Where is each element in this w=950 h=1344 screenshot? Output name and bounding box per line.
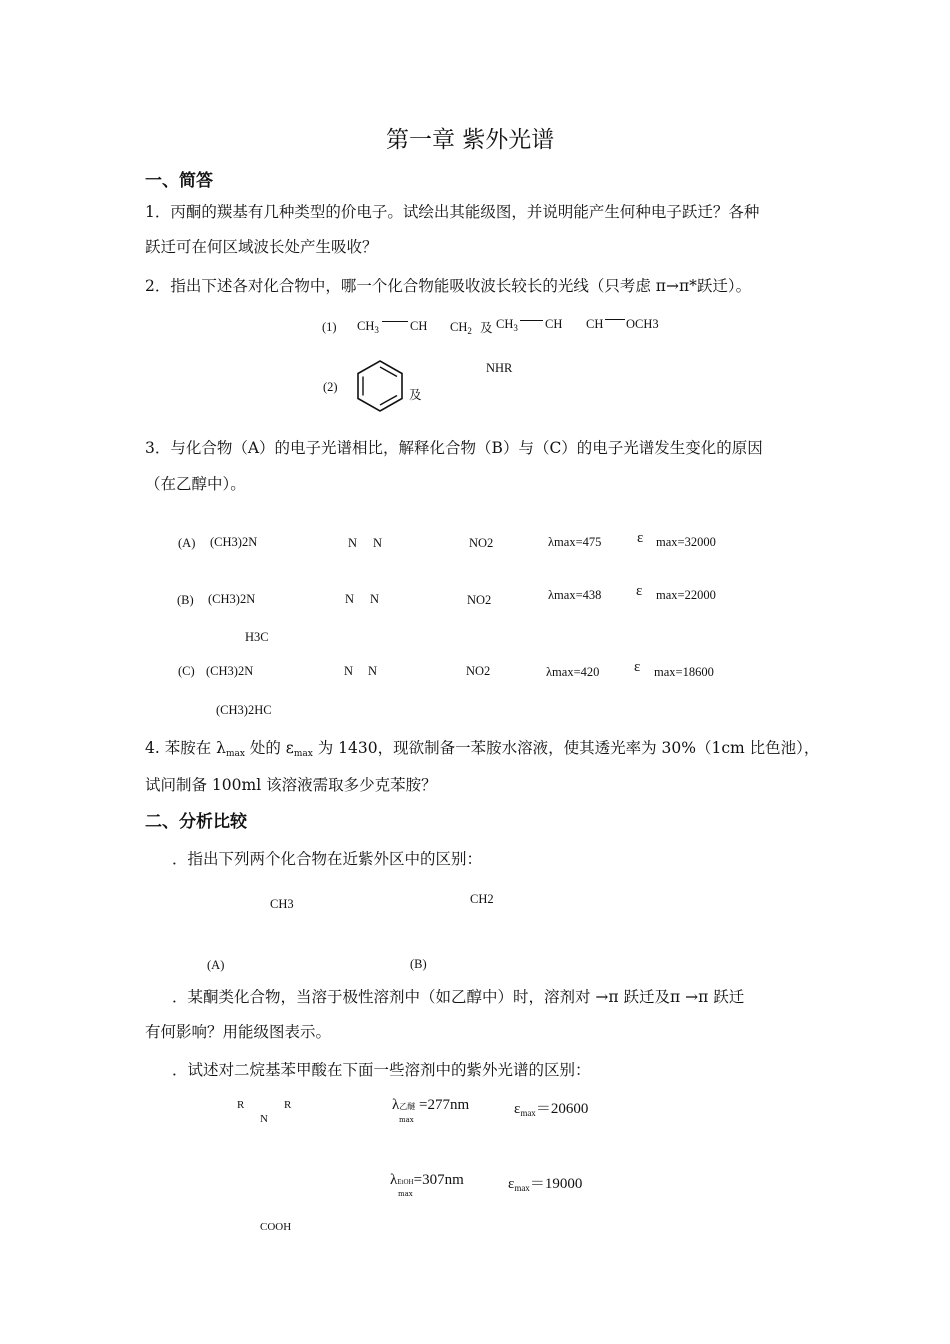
question-3-line-1: 3．与化合物（A）的电子光谱相比，解释化合物（B）与（C）的电子光谱发生变化的原因 bbox=[145, 439, 763, 457]
compound-b-n1: N bbox=[345, 592, 355, 606]
double-bond-line bbox=[520, 320, 543, 321]
solvent-row-ether: λ乙醚 =277nm bbox=[392, 1097, 470, 1113]
benzene-ring-icon bbox=[354, 358, 406, 414]
compound-c-label: (C) bbox=[178, 664, 195, 678]
pair-1-ch-c: CH bbox=[586, 317, 604, 331]
analysis-2-line-2: 有何影响？用能级图表示。 bbox=[145, 1023, 332, 1041]
compound-a-n1: N bbox=[348, 536, 358, 550]
pair-1-and: 及 bbox=[480, 321, 493, 335]
analysis-3: ．试述对二烷基苯甲酸在下面一些溶剂中的紫外光谱的区别： bbox=[172, 1061, 591, 1079]
compound-c-methyl: H3C bbox=[245, 630, 269, 644]
solvent-row-etoh: λEtOH=307nm bbox=[390, 1172, 464, 1188]
page-title: 第一章 紫外光谱 bbox=[386, 127, 555, 153]
structure-r1: R bbox=[237, 1099, 245, 1111]
pair-1-ch2: $CH_2$ bbox=[450, 320, 472, 336]
pair-2-nhr: NHR bbox=[486, 361, 513, 375]
compound-b-epsilon: ε bbox=[636, 583, 643, 599]
compound-a-lambda: λmax=475 bbox=[548, 535, 602, 549]
compound-a-amine: (CH3)2N bbox=[210, 535, 258, 549]
analysis-2-line-1: ．某酮类化合物，当溶于极性溶剂中（如乙醇中）时，溶剂对 →π 跃迁及π →π 跃迁 bbox=[172, 988, 745, 1006]
compound-b-tag: (B) bbox=[410, 957, 427, 971]
compound-b-amine: (CH3)2N bbox=[208, 592, 256, 606]
question-4-line-2: 试问制备 100ml 该溶液需取多少克苯胺？ bbox=[145, 776, 437, 794]
compound-c-eps-value: max=18600 bbox=[654, 665, 714, 679]
compound-b-methylene: CH2 bbox=[470, 892, 494, 906]
compound-c-no2: NO2 bbox=[466, 664, 491, 678]
compound-b-label: (B) bbox=[177, 593, 194, 607]
compound-c-isopropyl: (CH3)2HC bbox=[216, 703, 272, 717]
compound-c-epsilon: ε bbox=[634, 659, 641, 675]
structure-cooh: COOH bbox=[260, 1221, 292, 1233]
compound-a-n2: N bbox=[373, 536, 383, 550]
structure-r2: R bbox=[284, 1099, 292, 1111]
compound-b-n2: N bbox=[370, 592, 380, 606]
compound-a-epsilon: ε bbox=[637, 530, 644, 546]
pair-1-ch3-b: $CH_3$ bbox=[496, 317, 518, 333]
pair-2-and: 及 bbox=[409, 388, 422, 402]
compound-b-lambda: λmax=438 bbox=[548, 588, 602, 602]
question-2: 2．指出下述各对化合物中，哪一个化合物能吸收波长较长的光线（只考虑 π→π*跃迁）。 bbox=[145, 277, 752, 295]
compound-c-amine: (CH3)2N bbox=[206, 664, 254, 678]
compound-a-eps-value: max=32000 bbox=[656, 535, 716, 549]
double-bond-line bbox=[382, 321, 408, 322]
question-1-line-1: 1．丙酮的羰基有几种类型的价电子。试绘出其能级图，并说明能产生何种电子跃迁？各种 bbox=[145, 203, 760, 221]
solvent-row-ether-eps: $\varepsilon_{max}=20600$ bbox=[514, 1101, 589, 1118]
solvent-row-etoh-eps: $\varepsilon_{max}=19000$ bbox=[508, 1176, 583, 1193]
section-heading-1: 一、简答 bbox=[145, 171, 213, 191]
solvent-row-ether-lsub: max bbox=[399, 1116, 414, 1124]
pair-1-ch3-a: $CH_3$ bbox=[357, 319, 379, 335]
pair-1-label: (1) bbox=[322, 320, 337, 334]
compound-c-n2: N bbox=[368, 664, 378, 678]
compound-b-eps-value: max=22000 bbox=[656, 588, 716, 602]
compound-c-lambda: λmax=420 bbox=[546, 665, 600, 679]
double-bond-line bbox=[605, 319, 625, 320]
analysis-1: ．指出下列两个化合物在近紫外区中的区别： bbox=[172, 850, 483, 868]
compound-a-tag: (A) bbox=[207, 958, 225, 972]
compound-b-no2: NO2 bbox=[467, 593, 492, 607]
pair-1-och3: OCH3 bbox=[626, 317, 659, 331]
solvent-row-etoh-lsub: max bbox=[398, 1190, 413, 1198]
compound-a-methyl: CH3 bbox=[270, 897, 294, 911]
section-heading-2: 二、分析比较 bbox=[145, 812, 247, 832]
question-3-line-2: （在乙醇中）。 bbox=[145, 475, 246, 493]
compound-a-no2: NO2 bbox=[469, 536, 494, 550]
question-4-line-1: 4. 苯胺在 $\lambda_{max}$ 处的 $\varepsilon_{max}$ 为 1430，现欲制备一苯胺水溶液，使其透光率为 30%（1cm 比色池）， bbox=[145, 739, 820, 759]
question-1-line-2: 跃迁可在何区域波长处产生吸收？ bbox=[145, 238, 378, 256]
compound-a-label: (A) bbox=[178, 536, 196, 550]
pair-2-label: (2) bbox=[323, 380, 338, 394]
structure-n: N bbox=[260, 1113, 268, 1125]
pair-1-ch-b: CH bbox=[545, 317, 563, 331]
pair-1-ch-a: CH bbox=[410, 319, 428, 333]
compound-c-n1: N bbox=[344, 664, 354, 678]
